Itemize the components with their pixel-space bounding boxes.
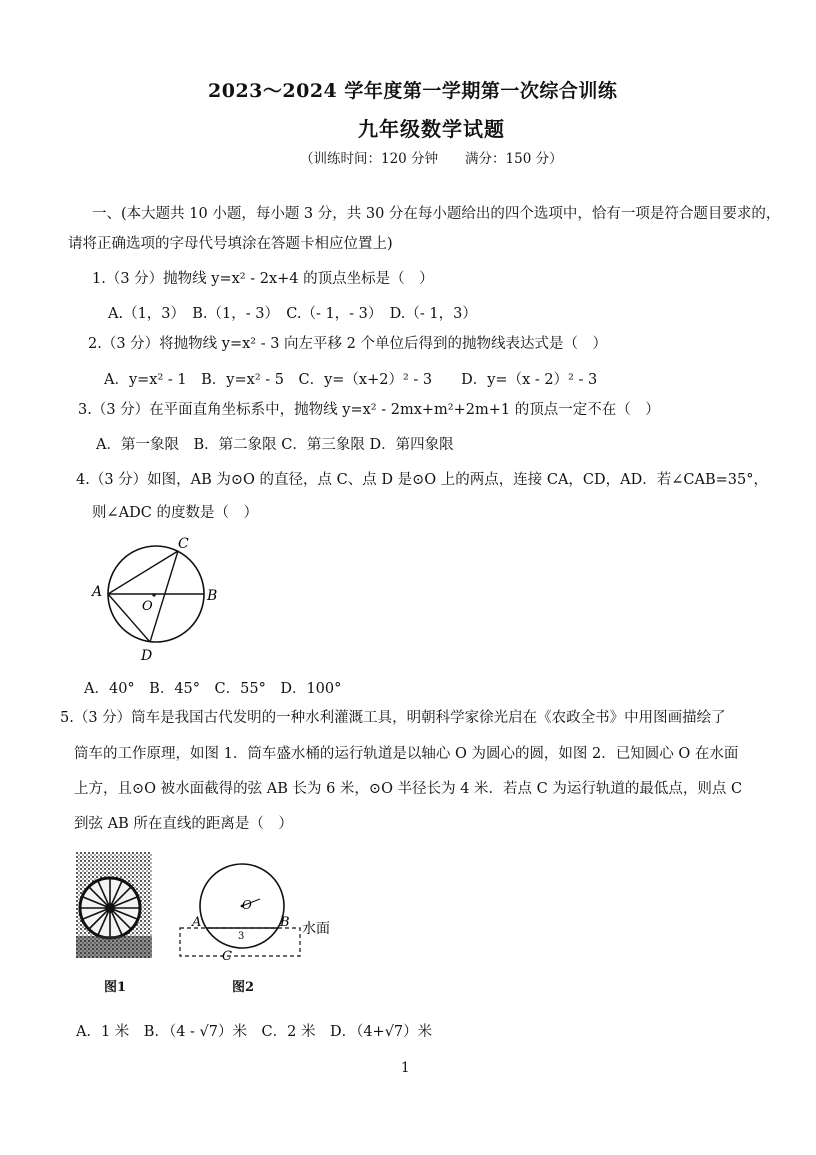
question-3-options: A．第一象限 B．第二象限 C．第三象限 D．第四象限 (96, 437, 454, 453)
label-three: 3 (238, 931, 245, 942)
question-5-line1: 5.（3 分）筒车是我国古代发明的一种水利灌溉工具，明朝科学家徐光启在《农政全书》中用图画描绘了 (60, 710, 726, 726)
question-5-line3: 上方，且⊙O 被水面截得的弦 AB 长为 6 米，⊙O 半径长为 4 米．若点 C 为运行轨道的最低点，则点 C (74, 781, 743, 797)
question-4-stem-line2: 则∠ADC 的度数是（ ） (92, 505, 258, 521)
question-3-stem: 3.（3 分）在平面直角坐标系中，抛物线 y=x² - 2mx+m²+2m+1 的顶点一定不在（ ） (78, 402, 660, 418)
label-o: O (142, 599, 153, 614)
question-5-options: A．1 米 B．（4 - √7）米 C．2 米 D．（4+√7）米 (76, 1024, 433, 1040)
page-number: 1 (401, 1060, 410, 1076)
question-4-options: A．40° B．45° C．55° D．100° (84, 681, 342, 697)
wheel-hub (105, 903, 115, 913)
question-5-line4: 到弦 AB 所在直线的距离是（ ） (74, 816, 293, 832)
label-c: C (178, 536, 189, 552)
question-5-line2: 筒车的工作原理，如图 1．筒车盛水桶的运行轨道是以轴心 O 为圆心的圆，如图 2．已知圆心 O 在水面 (74, 746, 739, 762)
figure-1-caption: 图1 (104, 980, 127, 995)
question-4-stem-line1: 4.（3 分）如图，AB 为⊙O 的直径，点 C、点 D 是⊙O 上的两点，连接 CA，CD，AD．若∠CAB=35°， (76, 472, 768, 488)
label-b: B (207, 588, 218, 604)
question-4-circle-figure (88, 532, 238, 666)
question-2-stem: 2.（3 分）将抛物线 y=x² - 3 向左平移 2 个单位后得到的抛物线表达式是（ ） (88, 336, 608, 352)
chord-ca (108, 551, 178, 594)
section-instructions-line2: 请将正确选项的字母代号填涂在答题卡相应位置上) (68, 236, 393, 252)
exam-title: 2023～2024 学年度第一学期第一次综合训练 (208, 80, 618, 102)
water-wheel-picture (76, 852, 152, 958)
question-5-circle-figure (176, 856, 348, 964)
question-1-options: A.（1，3） B.（1，- 3） C.（- 1，- 3） D.（- 1，3） (108, 306, 477, 322)
question-1-stem: 1.（3 分）抛物线 y=x² - 2x+4 的顶点坐标是（ ） (92, 271, 434, 287)
exam-meta: （训练时间：120 分钟 满分：150 分） (300, 151, 563, 167)
label-o: O (242, 898, 252, 912)
label-water-surface: 水面 (302, 921, 330, 937)
label-c: C (222, 949, 232, 964)
label-b: B (280, 915, 290, 930)
question-2-options: A．y=x² - 1 B．y=x² - 5 C．y=（x+2）² - 3 D．y=（x - 2）² - 3 (104, 372, 598, 388)
label-a: A (192, 915, 202, 930)
center-point (152, 593, 155, 596)
figure-2-caption: 图2 (232, 980, 255, 995)
water-shading (76, 936, 152, 958)
exam-subtitle: 九年级数学试题 (358, 117, 505, 141)
section-instructions-line1: 一、(本大题共 10 小题，每小题 3 分，共 30 分在每小题给出的四个选项中，恰有一项是符合题目要求的， (92, 206, 781, 222)
label-d: D (141, 648, 153, 664)
label-a: A (92, 584, 103, 600)
